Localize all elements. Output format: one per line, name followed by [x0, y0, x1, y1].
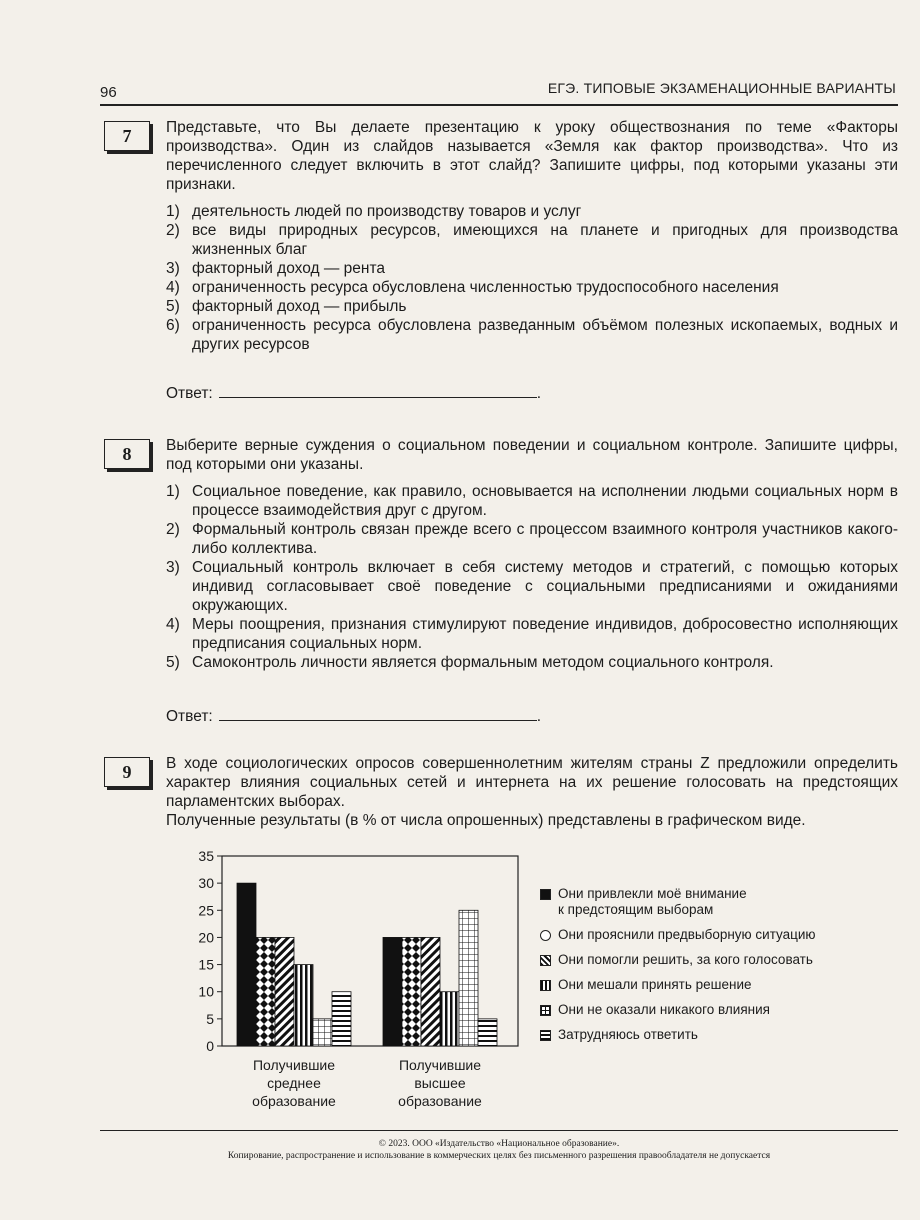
- y-tick-label: 20: [198, 929, 214, 946]
- x-category-label: Получившие: [252, 1057, 336, 1073]
- option-text: факторный доход — рента: [192, 260, 386, 277]
- bar-chart: [180, 840, 530, 1120]
- option-text: Социальное поведение, как правило, основывается на исполнении людьми социальных норм в процессе взаимодействия друг с другом.: [192, 483, 898, 519]
- option-number: 5): [166, 298, 180, 315]
- option-number: 1): [166, 483, 180, 500]
- task-7-option-1: [166, 202, 898, 221]
- task-8-options: [166, 482, 898, 672]
- task-9-number-box: 9: [104, 757, 150, 787]
- legend-swatch: [540, 980, 551, 991]
- x-category-label: Получившие: [398, 1057, 482, 1073]
- y-tick-label: 10: [198, 983, 214, 1000]
- option-number: 3): [166, 559, 180, 576]
- option-text: деятельность людей по производству товаров и услуг: [192, 203, 582, 220]
- chart-legend: [540, 886, 816, 1052]
- legend-item: [540, 1027, 816, 1043]
- option-number: 2): [166, 521, 180, 538]
- bar: [332, 992, 351, 1046]
- option-text: Самоконтроль личности является формальным методом социального контроля.: [192, 654, 774, 671]
- legend-label: Они мешали принять решение: [558, 977, 752, 992]
- footer-rule: [100, 1130, 898, 1131]
- bar: [478, 1019, 497, 1046]
- task-8-option-4: [166, 615, 898, 653]
- footer-notice: Копирование, распространение и использование в коммерческих целях без письменного разрешения правообладателя не допускается: [227, 1151, 771, 1161]
- task-9-body: [166, 754, 898, 830]
- bar: [421, 937, 440, 1046]
- y-tick-label: 5: [206, 1010, 214, 1027]
- option-text: Формальный контроль связан прежде всего с процессом взаимного контроля участников какого-либо коллектива.: [192, 521, 898, 557]
- task-8-option-2: [166, 520, 898, 558]
- task-8-body: [166, 436, 898, 672]
- bar: [440, 992, 459, 1046]
- footer-copyright: © 2023. ООО «Издательство «Национальное образование».: [378, 1139, 620, 1149]
- task-9-question-2: Полученные результаты (в % от числа опрошенных) представлены в графическом виде.: [166, 812, 806, 829]
- option-number: 3): [166, 260, 180, 277]
- task-7-answer: [166, 383, 541, 403]
- x-category-label: образование: [398, 1093, 482, 1109]
- task-8-option-3: [166, 558, 898, 615]
- legend-swatch: [540, 930, 551, 941]
- answer-period: .: [536, 708, 542, 725]
- bar: [237, 883, 256, 1046]
- y-tick-label: 30: [198, 875, 214, 892]
- legend-swatch: [540, 1030, 551, 1041]
- legend-label: к предстоящим выборам: [558, 902, 714, 917]
- task-7-number-box: 7: [104, 121, 150, 151]
- task-7-option-6: [166, 316, 898, 354]
- option-text: Меры поощрения, признания стимулируют поведение индивидов, добросовестно исполняющих предписания социальных норм.: [192, 616, 898, 652]
- option-number: 5): [166, 654, 180, 671]
- footer: [100, 1138, 898, 1162]
- task-8-number-box: 8: [104, 439, 150, 469]
- option-number: 1): [166, 203, 180, 220]
- header-rule: [100, 104, 898, 106]
- y-tick-label: 25: [198, 902, 214, 919]
- option-text: все виды природных ресурсов, имеющихся на планете и пригодных для производства жизненных благ: [192, 222, 898, 258]
- task-8-option-5: [166, 653, 898, 672]
- answer-period: .: [536, 385, 542, 402]
- bar: [256, 937, 275, 1046]
- legend-label: Они прояснили предвыборную ситуацию: [558, 927, 816, 942]
- bar: [459, 910, 478, 1046]
- legend-label: Они привлекли моё внимание: [558, 886, 747, 901]
- option-text: Социальный контроль включает в себя систему методов и стратегий, с помощью которых индивид согласовывает своё поведение с социальными предписаниями и ожиданиями окружающих.: [192, 559, 898, 614]
- page-number: 96: [100, 84, 117, 101]
- x-category-label: среднее: [267, 1075, 321, 1091]
- x-category-label: высшее: [414, 1075, 466, 1091]
- legend-swatch: [540, 1005, 551, 1016]
- task-8-question: Выберите верные суждения о социальном поведении и социальном контроле. Запишите цифры, под которыми они указаны.: [166, 437, 898, 473]
- task-7-question: Представьте, что Вы делаете презентацию к уроку обществознания по теме «Факторы производства». Один из слайдов называется «Земля как фактор производства». Что из перечисленного следует включить в этот слайд? Запишите цифры, под которыми указаны эти признаки.: [166, 119, 898, 193]
- task-7-option-2: [166, 221, 898, 259]
- y-tick-label: 0: [206, 1038, 214, 1054]
- legend-label: Затрудняюсь ответить: [558, 1027, 698, 1042]
- task-8-answer-field[interactable]: [219, 706, 537, 721]
- bar: [383, 937, 402, 1046]
- task-8-option-1: [166, 482, 898, 520]
- option-text: факторный доход — прибыль: [192, 298, 407, 315]
- legend-swatch: [540, 955, 551, 966]
- chart-bars: [237, 883, 497, 1046]
- bar: [275, 937, 294, 1046]
- task-7-option-5: [166, 297, 898, 316]
- task-9-question: В ходе социологических опросов совершеннолетним жителям страны Z предложили определить характер влияния социальных сетей и интернета на их решение голосовать на предстоящих парламентских выборах.: [166, 755, 898, 810]
- bar: [294, 965, 313, 1046]
- task-7-option-4: [166, 278, 898, 297]
- legend-item: [540, 1002, 816, 1018]
- bar: [313, 1019, 332, 1046]
- running-title: ЕГЭ. ТИПОВЫЕ ЭКЗАМЕНАЦИОННЫЕ ВАРИАНТЫ: [547, 80, 896, 96]
- legend-item: [540, 927, 816, 943]
- y-tick-label: 35: [198, 848, 214, 864]
- task-7-option-3: [166, 259, 898, 278]
- option-number: 4): [166, 616, 180, 633]
- legend-label: Они не оказали никакого влияния: [558, 1002, 770, 1017]
- legend-swatch: [540, 889, 551, 900]
- option-text: ограниченность ресурса обусловлена разведанным объёмом полезных ископаемых, водных и других ресурсов: [192, 317, 898, 353]
- option-text: ограниченность ресурса обусловлена численностью трудоспособного населения: [192, 279, 779, 296]
- option-number: 2): [166, 222, 180, 239]
- bar: [402, 937, 421, 1046]
- task-7-options: [166, 202, 898, 354]
- task-8-answer: [166, 706, 541, 726]
- legend-item: [540, 886, 816, 918]
- legend-item: [540, 952, 816, 968]
- answer-label: Ответ:: [166, 385, 213, 402]
- legend-label: Они помогли решить, за кого голосовать: [558, 952, 813, 967]
- x-category-label: образование: [252, 1093, 336, 1109]
- legend-item: [540, 977, 816, 993]
- task-7-body: [166, 118, 898, 354]
- option-number: 6): [166, 317, 180, 334]
- task-7-answer-field[interactable]: [219, 383, 537, 398]
- option-number: 4): [166, 279, 180, 296]
- chart-category-labels: [252, 1057, 482, 1109]
- answer-label: Ответ:: [166, 708, 213, 725]
- y-tick-label: 15: [198, 956, 214, 973]
